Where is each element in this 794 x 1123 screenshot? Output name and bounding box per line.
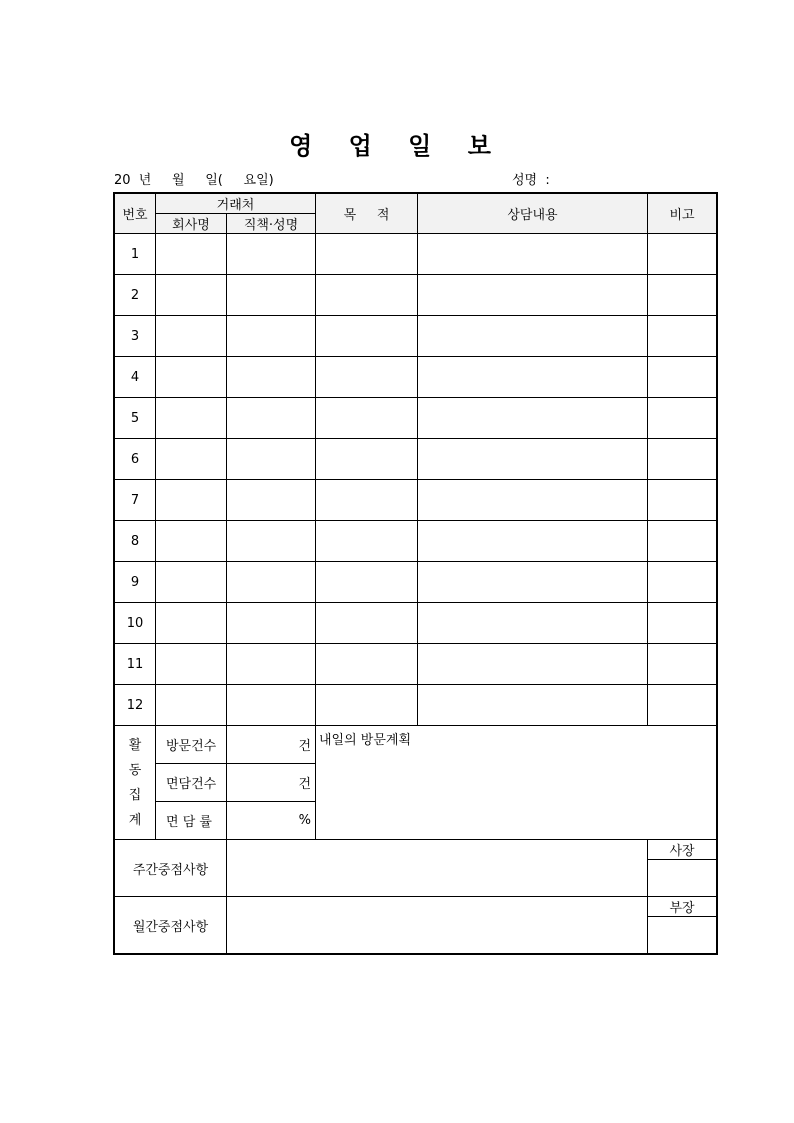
row-number: 3 xyxy=(115,316,156,357)
activity-label-char: 계 xyxy=(128,812,142,828)
purpose-cell[interactable] xyxy=(316,439,418,480)
position-cell[interactable] xyxy=(227,480,316,521)
visits-label: 방문건수 xyxy=(156,726,227,764)
consult-cell[interactable] xyxy=(418,685,648,726)
position-cell[interactable] xyxy=(227,316,316,357)
row-number: 12 xyxy=(115,685,156,726)
table-row xyxy=(115,357,717,398)
header-consult: 상담내용 xyxy=(418,194,648,234)
purpose-cell[interactable] xyxy=(316,398,418,439)
date-line: 20 년 월 일( 요일) xyxy=(114,173,274,188)
header-position: 직책·성명 xyxy=(227,214,316,234)
activity-label-char: 동 xyxy=(128,762,142,778)
company-cell[interactable] xyxy=(156,439,227,480)
remark-cell[interactable] xyxy=(648,439,717,480)
remark-cell[interactable] xyxy=(648,480,717,521)
remark-cell[interactable] xyxy=(648,685,717,726)
weekly-label: 주간중점사항 xyxy=(115,840,227,897)
purpose-cell[interactable] xyxy=(316,603,418,644)
row-number: 1 xyxy=(115,234,156,275)
sign-manager-box[interactable] xyxy=(648,917,717,954)
remark-cell[interactable] xyxy=(648,357,717,398)
table-row xyxy=(115,439,717,480)
header-client: 거래처 xyxy=(156,194,316,214)
row-number: 9 xyxy=(115,562,156,603)
table-row xyxy=(115,603,717,644)
table-row xyxy=(115,275,717,316)
company-cell[interactable] xyxy=(156,521,227,562)
purpose-cell[interactable] xyxy=(316,644,418,685)
position-cell[interactable] xyxy=(227,644,316,685)
purpose-cell[interactable] xyxy=(316,316,418,357)
remark-cell[interactable] xyxy=(648,603,717,644)
consult-cell[interactable] xyxy=(418,480,648,521)
table-row xyxy=(115,562,717,603)
rate-label: 면 담 률 xyxy=(156,802,227,840)
tomorrow-plan[interactable]: 내일의 방문계획 xyxy=(316,726,717,840)
position-cell[interactable] xyxy=(227,398,316,439)
row-number: 8 xyxy=(115,521,156,562)
sign-manager-label: 부장 xyxy=(648,897,717,917)
company-cell[interactable] xyxy=(156,275,227,316)
company-cell[interactable] xyxy=(156,234,227,275)
table-row xyxy=(115,316,717,357)
row-number: 4 xyxy=(115,357,156,398)
rate-value[interactable]: % xyxy=(227,802,316,840)
data-rows xyxy=(115,234,717,726)
row-number: 11 xyxy=(115,644,156,685)
consult-cell[interactable] xyxy=(418,275,648,316)
remark-cell[interactable] xyxy=(648,275,717,316)
purpose-cell[interactable] xyxy=(316,357,418,398)
monthly-label: 월간중점사항 xyxy=(115,897,227,954)
header-remark: 비고 xyxy=(648,194,717,234)
company-cell[interactable] xyxy=(156,316,227,357)
row-number: 7 xyxy=(115,480,156,521)
position-cell[interactable] xyxy=(227,357,316,398)
position-cell[interactable] xyxy=(227,685,316,726)
row-number: 6 xyxy=(115,439,156,480)
table-row xyxy=(115,234,717,275)
purpose-cell[interactable] xyxy=(316,480,418,521)
company-cell[interactable] xyxy=(156,357,227,398)
purpose-cell[interactable] xyxy=(316,234,418,275)
header-company: 회사명 xyxy=(156,214,227,234)
monthly-field[interactable] xyxy=(227,897,648,954)
table-row xyxy=(115,685,717,726)
consult-cell[interactable] xyxy=(418,603,648,644)
remark-cell[interactable] xyxy=(648,234,717,275)
consult-cell[interactable] xyxy=(418,439,648,480)
table-row xyxy=(115,480,717,521)
position-cell[interactable] xyxy=(227,562,316,603)
row-number: 10 xyxy=(115,603,156,644)
position-cell[interactable] xyxy=(227,603,316,644)
header-number: 번호 xyxy=(115,194,156,234)
position-cell[interactable] xyxy=(227,439,316,480)
company-cell[interactable] xyxy=(156,644,227,685)
activity-label-char: 집 xyxy=(128,787,142,803)
header-purpose: 목 적 xyxy=(316,194,418,234)
consult-cell[interactable] xyxy=(418,521,648,562)
table-row xyxy=(115,644,717,685)
consult-cell[interactable] xyxy=(418,562,648,603)
activity-label xyxy=(115,726,156,840)
position-cell[interactable] xyxy=(227,275,316,316)
purpose-cell[interactable] xyxy=(316,275,418,316)
name-label: 성명 : xyxy=(512,173,550,188)
company-cell[interactable] xyxy=(156,562,227,603)
purpose-cell[interactable] xyxy=(316,562,418,603)
company-cell[interactable] xyxy=(156,685,227,726)
consult-cell[interactable] xyxy=(418,357,648,398)
consult-cell[interactable] xyxy=(418,398,648,439)
purpose-cell[interactable] xyxy=(316,521,418,562)
row-number: 2 xyxy=(115,275,156,316)
consult-cell[interactable] xyxy=(418,644,648,685)
position-cell[interactable] xyxy=(227,234,316,275)
table-row xyxy=(115,398,717,439)
remark-cell[interactable] xyxy=(648,562,717,603)
weekly-field[interactable] xyxy=(227,840,648,897)
remark-cell[interactable] xyxy=(648,644,717,685)
meetings-label: 면담건수 xyxy=(156,764,227,802)
sign-president-box[interactable] xyxy=(648,860,717,897)
position-cell[interactable] xyxy=(227,521,316,562)
remark-cell[interactable] xyxy=(648,316,717,357)
purpose-cell[interactable] xyxy=(316,685,418,726)
company-cell[interactable] xyxy=(156,603,227,644)
remark-cell[interactable] xyxy=(648,398,717,439)
company-cell[interactable] xyxy=(156,480,227,521)
consult-cell[interactable] xyxy=(418,316,648,357)
activity-label-char: 활 xyxy=(128,737,142,753)
sales-report-table xyxy=(114,193,717,954)
table-row xyxy=(115,521,717,562)
consult-cell[interactable] xyxy=(418,234,648,275)
company-cell[interactable] xyxy=(156,398,227,439)
visits-value[interactable]: 건 xyxy=(227,726,316,764)
document-title: 영 업 일 보 xyxy=(289,131,505,160)
sign-president-label: 사장 xyxy=(648,840,717,860)
meetings-value[interactable]: 건 xyxy=(227,764,316,802)
remark-cell[interactable] xyxy=(648,521,717,562)
row-number: 5 xyxy=(115,398,156,439)
